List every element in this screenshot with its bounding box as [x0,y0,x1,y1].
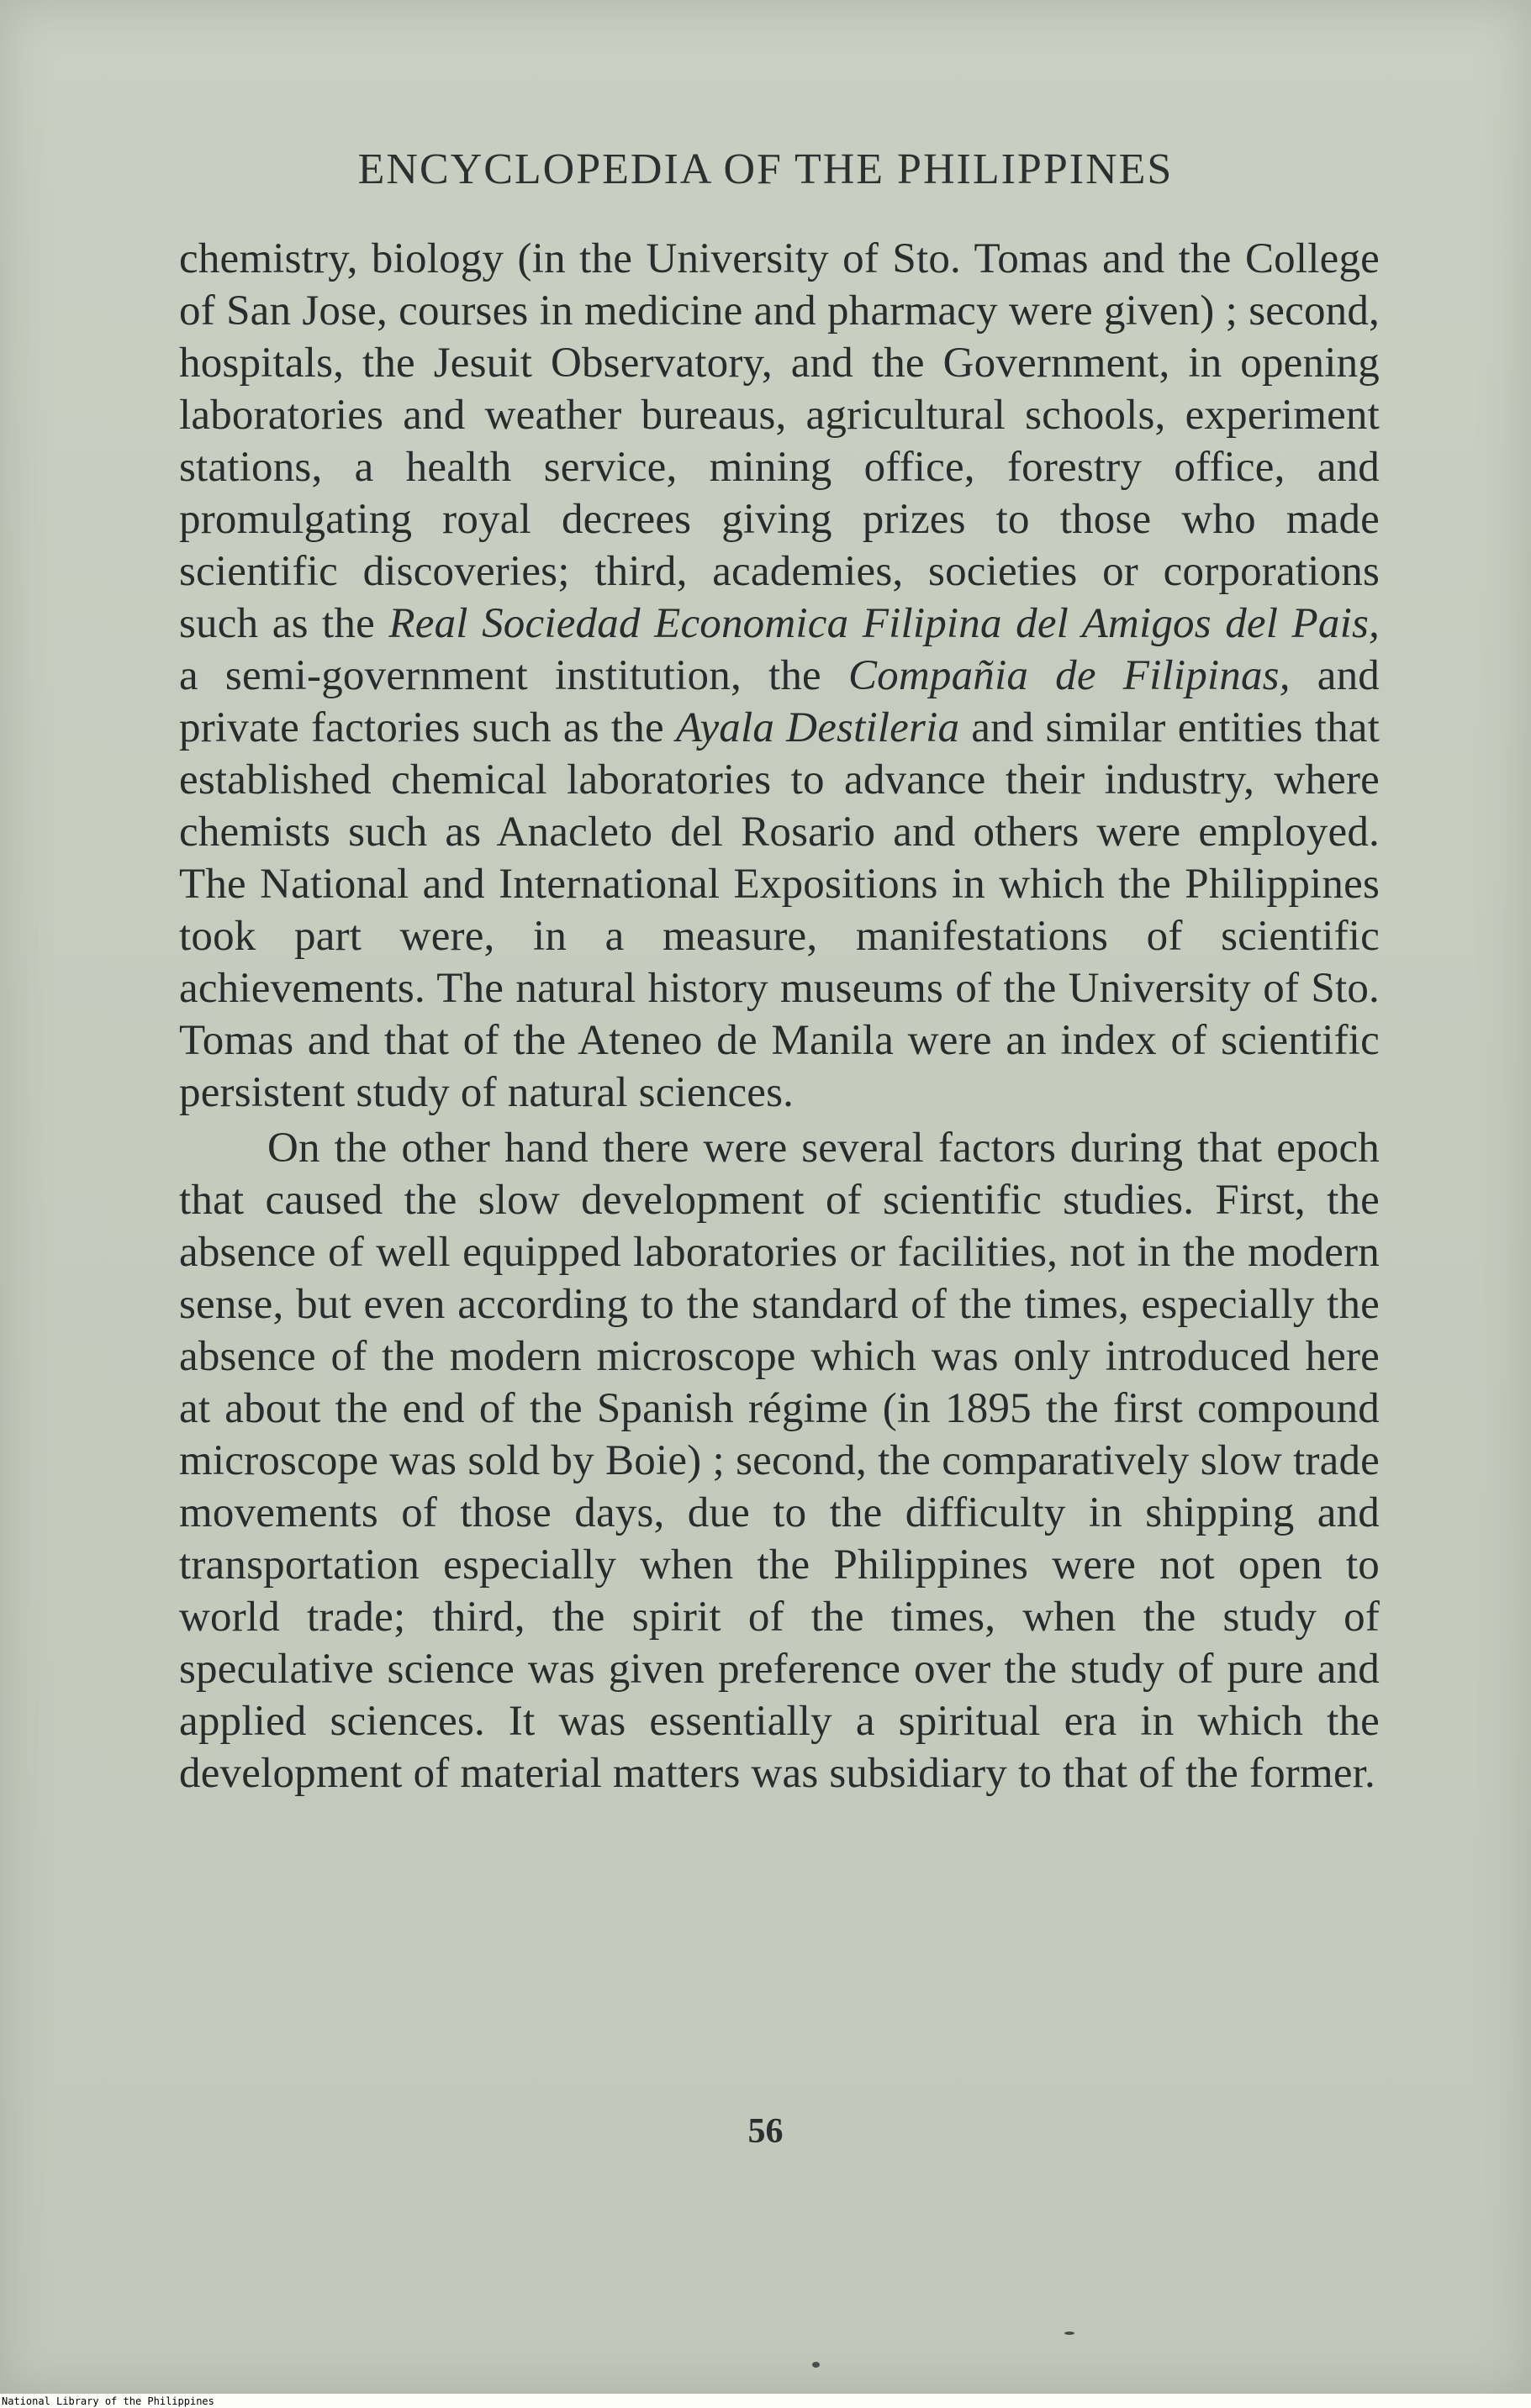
paragraph-1-text-a: chemistry, biology (in the University of Sto. Tomas and the College of San Jose, courses in medicine and pharmacy were given) ; second, hospitals, the Jesuit Observatory, and the Government, in opening laboratories and weather bureaus, agricultural schools, experiment stations, a health service, mining office, forestry office, and promulgating royal decrees giving prizes to those who made scientific discoveries; third, academies, societies or corporations such as the [179,235,1380,647]
library-credit: National Library of the Philippines [2,2395,214,2407]
body-text [179,233,1380,1799]
paragraph-1 [179,233,1380,1119]
paragraph-1-text-c: and private factories such as the [179,652,1380,751]
italic-ayala-destileria: Ayala Destileria [675,704,960,751]
running-header: ENCYCLOPEDIA OF THE PHILIPPINES [357,145,1174,193]
page-number: 56 [747,2112,784,2151]
paragraph-2: On the other hand there were several factors during that epoch that caused the slow development of scientific studies. First, the absence of well equipped laboratories or facilities, not in the modern sense, but even according to the standard of the times, especially the absence of the modern microscope which was only introduced here at about the end of the Spanish régime (in 1895 the first compound microscope was sold by Boie) ; second, the comparatively slow trade movements of those days, due to the difficulty in shipping and transportation especially when the Philippines were not open to world trade; third, the spirit of the times, when the study of speculative science was given preference over the study of pure and applied sciences. It was essentially a spiritual era in which the development of material matters was subsidiary to that of the former. [179,1125,1380,1797]
dust-speck [812,2362,820,2368]
italic-real-sociedad: Real Sociedad Economica Filipina del Amigos del Pais, [388,600,1380,647]
dust-speck [1064,2332,1074,2335]
paragraph-1-text-b: a semi-government institution, the [179,652,848,699]
paragraph-1-text-d: and similar entities that established chemical laboratories to advance their industry, where chemists such as Anacleto del Rosario and others were employed. The National and International Expositions in which the Philippines took part were, in a measure, manifestations of scientific achievements. The natural history museums of the University of Sto. Tomas and that of the Ateneo de Manila were an index of scientific persistent study of natural sciences. [179,704,1380,1116]
italic-compania-de-filipinas: Compañia de Filipinas, [847,652,1291,699]
